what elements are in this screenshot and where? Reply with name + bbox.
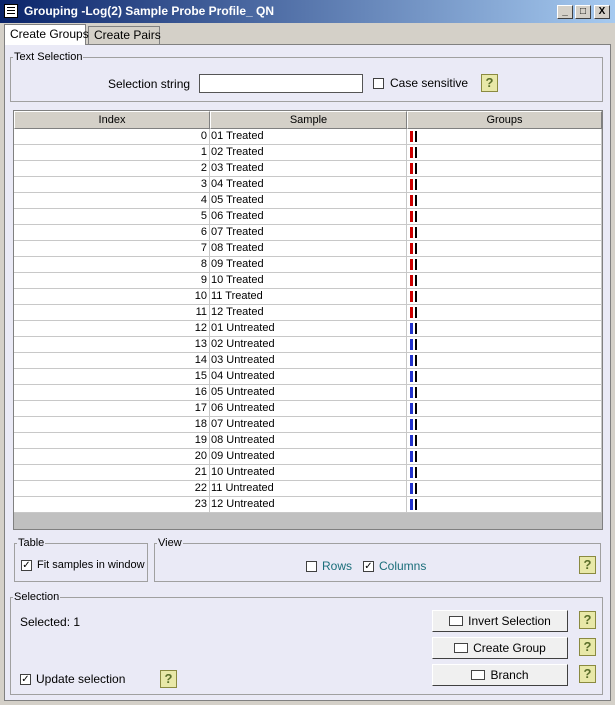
cell-groups: [407, 497, 602, 513]
group-marker: [415, 483, 417, 494]
group-marker: [415, 307, 417, 318]
minimize-button[interactable]: _: [557, 5, 573, 19]
group-color-swatch: [410, 243, 413, 254]
table-row[interactable]: [14, 209, 602, 225]
group-marker: [415, 259, 417, 270]
group-color-swatch: [410, 451, 413, 462]
create-group-help-icon[interactable]: ?: [579, 638, 596, 656]
cell-index: 10: [14, 289, 210, 305]
cell-sample: 01 Untreated: [210, 321, 407, 337]
table-row[interactable]: [14, 241, 602, 257]
cell-groups: [407, 129, 602, 145]
selected-count-label: Selected: 1: [20, 615, 81, 629]
cell-sample: 06 Treated: [210, 209, 407, 225]
cell-groups: [407, 241, 602, 257]
close-button[interactable]: X: [594, 5, 610, 19]
group-color-swatch: [410, 387, 413, 398]
group-color-swatch: [410, 419, 413, 430]
cell-groups: [407, 273, 602, 289]
table-row[interactable]: [14, 401, 602, 417]
rows-label: Rows: [322, 559, 353, 573]
create-group-icon: [454, 643, 468, 653]
cell-index: 1: [14, 145, 210, 161]
cell-groups: [407, 289, 602, 305]
cell-groups: [407, 321, 602, 337]
branch-help-icon[interactable]: ?: [579, 665, 596, 683]
column-header-sample[interactable]: Sample: [210, 111, 407, 129]
group-marker: [415, 499, 417, 510]
table-row[interactable]: [14, 417, 602, 433]
cell-groups: [407, 481, 602, 497]
cell-index: 20: [14, 449, 210, 465]
cell-index: 15: [14, 369, 210, 385]
table-row[interactable]: [14, 369, 602, 385]
group-marker: [415, 147, 417, 158]
table-row[interactable]: [14, 257, 602, 273]
group-marker: [415, 291, 417, 302]
group-marker: [415, 179, 417, 190]
group-color-swatch: [410, 259, 413, 270]
cell-index: 19: [14, 433, 210, 449]
tab-create-groups[interactable]: Create Groups: [4, 24, 86, 45]
cell-sample: 07 Treated: [210, 225, 407, 241]
table-row[interactable]: [14, 161, 602, 177]
cell-index: 4: [14, 193, 210, 209]
group-marker: [415, 211, 417, 222]
cell-index: 23: [14, 497, 210, 513]
invert-selection-button[interactable]: [432, 610, 568, 632]
group-color-swatch: [410, 147, 413, 158]
table-row[interactable]: [14, 177, 602, 193]
table-row[interactable]: [14, 273, 602, 289]
cell-sample: 01 Treated: [210, 129, 407, 145]
cell-sample: 12 Treated: [210, 305, 407, 321]
cell-groups: [407, 465, 602, 481]
group-color-swatch: [410, 499, 413, 510]
cell-index: 9: [14, 273, 210, 289]
group-color-swatch: [410, 275, 413, 286]
cell-groups: [407, 145, 602, 161]
update-selection-label: Update selection: [36, 672, 126, 686]
cell-index: 18: [14, 417, 210, 433]
table-row[interactable]: [14, 193, 602, 209]
table-row[interactable]: [14, 433, 602, 449]
group-marker: [415, 131, 417, 142]
group-color-swatch: [410, 483, 413, 494]
cell-index: 21: [14, 465, 210, 481]
cell-index: 6: [14, 225, 210, 241]
cell-sample: 04 Untreated: [210, 369, 407, 385]
cell-index: 14: [14, 353, 210, 369]
title-bar[interactable]: [0, 0, 615, 23]
table-row[interactable]: [14, 497, 602, 513]
group-color-swatch: [410, 291, 413, 302]
table-header: [14, 111, 602, 129]
group-color-swatch: [410, 195, 413, 206]
cell-index: 12: [14, 321, 210, 337]
group-marker: [415, 339, 417, 350]
app-icon: [4, 4, 18, 18]
view-legend: View: [158, 537, 182, 549]
group-marker: [415, 227, 417, 238]
branch-icon: [471, 670, 485, 680]
cell-sample: 08 Treated: [210, 241, 407, 257]
table-row[interactable]: [14, 481, 602, 497]
group-marker: [415, 323, 417, 334]
branch-label: Branch: [490, 668, 529, 682]
cell-sample: 04 Treated: [210, 177, 407, 193]
group-color-swatch: [410, 403, 413, 414]
invert-selection-label: Invert Selection: [468, 614, 551, 628]
cell-groups: [407, 177, 602, 193]
table-body: [14, 129, 602, 513]
cell-index: 17: [14, 401, 210, 417]
cell-index: 13: [14, 337, 210, 353]
cell-sample: 05 Treated: [210, 193, 407, 209]
columns-checkbox[interactable]: ✓: [364, 561, 373, 572]
cell-sample: 11 Untreated: [210, 481, 407, 497]
cell-groups: [407, 433, 602, 449]
text-selection-help-icon[interactable]: ?: [481, 74, 498, 92]
group-marker: [415, 387, 417, 398]
group-color-swatch: [410, 131, 413, 142]
group-marker: [415, 371, 417, 382]
group-marker: [415, 355, 417, 366]
cell-sample: 08 Untreated: [210, 433, 407, 449]
cell-sample: 03 Untreated: [210, 353, 407, 369]
update-selection-checkbox[interactable]: ✓: [21, 674, 30, 685]
cell-index: 3: [14, 177, 210, 193]
selection-string-label: Selection string: [108, 77, 191, 91]
selection-legend: Selection: [14, 591, 60, 603]
group-marker: [415, 403, 417, 414]
table-row[interactable]: [14, 321, 602, 337]
cell-groups: [407, 209, 602, 225]
cell-index: 8: [14, 257, 210, 273]
table-row[interactable]: [14, 353, 602, 369]
cell-sample: 02 Treated: [210, 145, 407, 161]
fit-samples-checkbox[interactable]: ✓: [22, 560, 31, 571]
table-row[interactable]: [14, 449, 602, 465]
cell-index: 16: [14, 385, 210, 401]
cell-groups: [407, 353, 602, 369]
group-color-swatch: [410, 163, 413, 174]
view-help-icon[interactable]: ?: [579, 556, 596, 574]
table-row[interactable]: [14, 465, 602, 481]
group-color-swatch: [410, 435, 413, 446]
table-row[interactable]: [14, 145, 602, 161]
cell-sample: 09 Treated: [210, 257, 407, 273]
case-sensitive-label: Case sensitive: [390, 76, 469, 90]
cell-sample: 09 Untreated: [210, 449, 407, 465]
maximize-button[interactable]: □: [575, 5, 591, 19]
cell-sample: 05 Untreated: [210, 385, 407, 401]
cell-sample: 11 Treated: [210, 289, 407, 305]
table-options-legend: Table: [18, 537, 45, 549]
column-header-groups[interactable]: Groups: [407, 111, 602, 129]
rows-checkbox[interactable]: [306, 561, 317, 572]
columns-label: Columns: [379, 559, 427, 573]
cell-groups: [407, 417, 602, 433]
cell-index: 0: [14, 129, 210, 145]
cell-index: 7: [14, 241, 210, 257]
cell-sample: 10 Treated: [210, 273, 407, 289]
table-row[interactable]: [14, 289, 602, 305]
cell-sample: 03 Treated: [210, 161, 407, 177]
view-group: [154, 537, 601, 582]
group-color-swatch: [410, 307, 413, 318]
group-marker: [415, 419, 417, 430]
update-selection-help-icon[interactable]: ?: [160, 670, 177, 688]
cell-groups: [407, 305, 602, 321]
group-color-swatch: [410, 371, 413, 382]
case-sensitive-checkbox[interactable]: [373, 78, 384, 89]
text-selection-legend: Text Selection: [14, 51, 83, 63]
group-color-swatch: [410, 467, 413, 478]
group-color-swatch: [410, 179, 413, 190]
group-marker: [415, 243, 417, 254]
table-row[interactable]: [14, 129, 602, 145]
create-group-label: Create Group: [473, 641, 546, 655]
cell-sample: 02 Untreated: [210, 337, 407, 353]
cell-groups: [407, 385, 602, 401]
tab-create-pairs[interactable]: Create Pairs: [88, 26, 160, 44]
group-marker: [415, 163, 417, 174]
cell-sample: 10 Untreated: [210, 465, 407, 481]
invert-selection-icon: [449, 616, 463, 626]
group-marker: [415, 275, 417, 286]
table-row[interactable]: [14, 305, 602, 321]
cell-groups: [407, 449, 602, 465]
column-header-index[interactable]: Index: [14, 111, 210, 129]
cell-groups: [407, 193, 602, 209]
samples-table[interactable]: [13, 110, 603, 530]
group-color-swatch: [410, 323, 413, 334]
table-row[interactable]: [14, 225, 602, 241]
cell-groups: [407, 161, 602, 177]
fit-samples-label: Fit samples in window: [37, 559, 145, 571]
group-color-swatch: [410, 355, 413, 366]
table-row[interactable]: [14, 337, 602, 353]
cell-sample: 12 Untreated: [210, 497, 407, 513]
cell-index: 22: [14, 481, 210, 497]
cell-groups: [407, 225, 602, 241]
cell-index: 11: [14, 305, 210, 321]
table-row[interactable]: [14, 385, 602, 401]
group-color-swatch: [410, 211, 413, 222]
cell-index: 2: [14, 161, 210, 177]
group-color-swatch: [410, 339, 413, 350]
group-color-swatch: [410, 227, 413, 238]
cell-groups: [407, 257, 602, 273]
selection-string-input[interactable]: [199, 74, 363, 93]
cell-groups: [407, 369, 602, 385]
cell-sample: 06 Untreated: [210, 401, 407, 417]
cell-groups: [407, 337, 602, 353]
cell-sample: 07 Untreated: [210, 417, 407, 433]
cell-index: 5: [14, 209, 210, 225]
create-group-button[interactable]: [432, 637, 568, 659]
cell-groups: [407, 401, 602, 417]
invert-selection-help-icon[interactable]: ?: [579, 611, 596, 629]
group-marker: [415, 451, 417, 462]
window-title: Grouping -Log(2) Sample Probe Profile_ QN: [24, 4, 275, 18]
group-marker: [415, 467, 417, 478]
branch-button[interactable]: [432, 664, 568, 686]
group-marker: [415, 195, 417, 206]
group-marker: [415, 435, 417, 446]
